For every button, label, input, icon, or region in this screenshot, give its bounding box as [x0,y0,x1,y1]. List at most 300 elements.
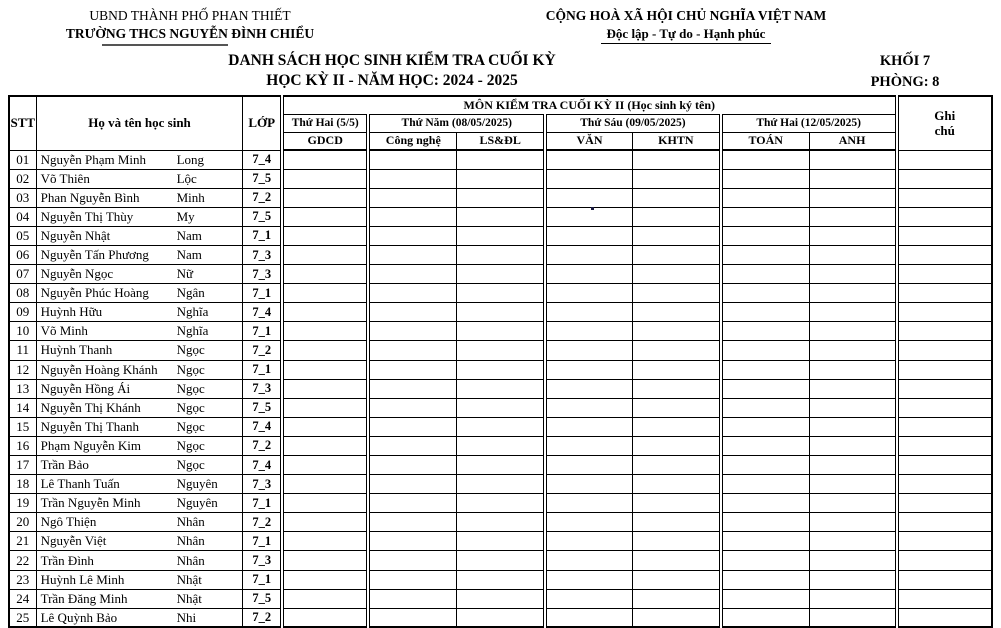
note-cell [897,551,992,570]
signature-cell-van [545,532,632,551]
signature-cell-toan [721,188,809,207]
subject-header-anh: ANH [809,132,896,150]
student-surname: Huỳnh Hữu [40,304,103,320]
table-row [9,150,992,169]
org-underline-rule [102,44,228,46]
signature-cell-cong-nghe [368,398,456,417]
subject-header-lsdl: LS&ĐL [457,132,545,150]
stray-ink-dot [591,207,594,210]
signature-cell-lsdl [457,436,545,455]
class-cell: 7_5 [243,398,282,417]
note-cell [897,322,992,341]
class-cell: 7_3 [243,551,282,570]
student-name-cell [36,417,243,436]
signature-cell-gdcd [282,245,368,264]
stt-cell: 04 [9,207,36,226]
stt-cell: 13 [9,379,36,398]
org-parent-name: UBND THÀNH PHỐ PHAN THIẾT [89,8,291,23]
signature-cell-van [545,150,632,169]
signature-cell-lsdl [457,532,545,551]
signature-cell-gdcd [282,608,368,627]
signature-cell-khtn [632,207,720,226]
signature-cell-cong-nghe [368,284,456,303]
signature-cell-anh [809,398,896,417]
signature-cell-toan [721,379,809,398]
signature-cell-van [545,494,632,513]
signature-cell-lsdl [457,150,545,169]
signature-cell-anh [809,513,896,532]
signature-cell-khtn [632,341,720,360]
student-surname: Lê Thanh Tuấn [40,476,120,492]
student-surname: Nguyễn Nhật [40,227,111,243]
signature-cell-anh [809,551,896,570]
student-given-name: Nhi [176,609,197,625]
note-cell [897,589,992,608]
stt-cell: 12 [9,360,36,379]
signature-cell-van [545,551,632,570]
stt-cell: 10 [9,322,36,341]
stt-cell: 01 [9,150,36,169]
student-given-name: Nguyên [176,476,218,492]
signature-cell-gdcd [282,379,368,398]
signature-cell-cong-nghe [368,150,456,169]
stt-cell: 24 [9,589,36,608]
signature-cell-toan [721,284,809,303]
stt-cell: 19 [9,494,36,513]
student-given-name: Nhân [176,552,205,568]
header-row-group [9,96,992,114]
student-given-name: Ngọc [176,418,205,434]
signature-cell-toan [721,265,809,284]
note-cell [897,398,992,417]
signature-cell-khtn [632,436,720,455]
signature-cell-khtn [632,150,720,169]
signature-cell-van [545,360,632,379]
day-header-thu-08-05: Thứ Năm (08/05/2025) [368,114,545,132]
signature-cell-lsdl [457,360,545,379]
student-given-name: Nữ [176,266,194,282]
student-name-cell [36,207,243,226]
class-cell: 7_2 [243,341,282,360]
signature-cell-gdcd [282,532,368,551]
signature-cell-anh [809,532,896,551]
note-cell [897,265,992,284]
student-name-cell [36,589,243,608]
signature-cell-khtn [632,608,720,627]
signature-cell-lsdl [457,322,545,341]
issuing-org-block [25,8,355,46]
signature-cell-lsdl [457,303,545,322]
signature-cell-cong-nghe [368,226,456,245]
student-name-cell [36,513,243,532]
note-cell [897,207,992,226]
signature-cell-van [545,475,632,494]
student-given-name: Nghĩa [176,304,209,320]
signature-cell-anh [809,570,896,589]
class-cell: 7_4 [243,417,282,436]
class-cell: 7_1 [243,284,282,303]
student-given-name: Ngọc [176,361,205,377]
signature-cell-lsdl [457,284,545,303]
signature-cell-toan [721,494,809,513]
student-surname: Nguyễn Phạm Minh [40,151,147,167]
signature-cell-gdcd [282,398,368,417]
note-cell [897,436,992,455]
signature-cell-anh [809,226,896,245]
signature-cell-van [545,398,632,417]
student-given-name: Nguyên [176,495,218,511]
signature-cell-khtn [632,417,720,436]
signature-cell-gdcd [282,265,368,284]
student-surname: Ngô Thiện [40,514,97,530]
student-surname: Huỳnh Thanh [40,342,113,358]
table-row [9,570,992,589]
table-row [9,494,992,513]
signature-cell-anh [809,608,896,627]
table-row [9,360,992,379]
signature-cell-cong-nghe [368,322,456,341]
class-cell: 7_4 [243,150,282,169]
student-surname: Võ Minh [40,323,88,339]
signature-cell-khtn [632,532,720,551]
signature-cell-anh [809,150,896,169]
signature-cell-gdcd [282,494,368,513]
student-given-name: Nhân [176,514,205,530]
student-given-name: Ngọc [176,399,205,415]
signature-cell-cong-nghe [368,207,456,226]
signature-cell-anh [809,341,896,360]
signature-cell-toan [721,226,809,245]
signature-cell-khtn [632,188,720,207]
table-row [9,188,992,207]
signature-cell-cong-nghe [368,456,456,475]
student-given-name: Lộc [176,170,197,186]
note-cell [897,226,992,245]
signature-cell-cong-nghe [368,188,456,207]
student-given-name: Nghĩa [176,323,209,339]
stt-cell: 07 [9,265,36,284]
class-cell: 7_3 [243,245,282,264]
signature-cell-van [545,608,632,627]
student-surname: Nguyễn Thị Thanh [40,418,140,434]
signature-cell-toan [721,245,809,264]
class-cell: 7_1 [243,226,282,245]
signature-cell-van [545,245,632,264]
student-name-cell [36,570,243,589]
signature-cell-lsdl [457,608,545,627]
note-cell [897,188,992,207]
class-cell: 7_1 [243,360,282,379]
document-title-line1: DANH SÁCH HỌC SINH KIỂM TRA CUỐI KỲ [228,52,556,69]
signature-cell-toan [721,360,809,379]
class-cell: 7_3 [243,379,282,398]
class-cell: 7_5 [243,169,282,188]
note-cell [897,284,992,303]
col-header-exam-group: MÔN KIỂM TRA CUỐI KỲ II (Học sinh ký tên) [282,96,896,114]
signature-cell-cong-nghe [368,379,456,398]
table-row [9,322,992,341]
signature-cell-anh [809,379,896,398]
signature-cell-khtn [632,589,720,608]
signature-cell-gdcd [282,226,368,245]
signature-cell-van [545,436,632,455]
student-given-name: Ngân [176,285,205,301]
table-row [9,532,992,551]
class-cell: 7_4 [243,303,282,322]
subject-header-van: VĂN [545,132,632,150]
note-cell [897,570,992,589]
signature-cell-lsdl [457,379,545,398]
signature-cell-gdcd [282,150,368,169]
signature-cell-anh [809,265,896,284]
signature-cell-cong-nghe [368,608,456,627]
stt-cell: 06 [9,245,36,264]
signature-cell-khtn [632,303,720,322]
student-surname: Nguyễn Hồng Ái [40,380,131,396]
class-cell: 7_3 [243,265,282,284]
table-row [9,589,992,608]
note-cell [897,513,992,532]
table-row [9,379,992,398]
student-surname: Phan Nguyễn Bình [40,189,140,205]
table-row [9,207,992,226]
student-name-cell [36,265,243,284]
signature-cell-van [545,379,632,398]
student-surname: Nguyễn Thị Thùy [40,208,134,224]
signature-cell-van [545,265,632,284]
student-name-cell [36,150,243,169]
student-surname: Nguyễn Tấn Phương [40,247,149,263]
stt-cell: 14 [9,398,36,417]
table-row [9,245,992,264]
student-given-name: Nhật [176,590,202,606]
col-header-stt: STT [9,96,36,150]
note-cell [897,475,992,494]
stt-cell: 18 [9,475,36,494]
document-title-line2: HỌC KỲ II - NĂM HỌC: 2024 - 2025 [266,72,518,89]
signature-cell-toan [721,551,809,570]
signature-cell-cong-nghe [368,169,456,188]
table-row [9,169,992,188]
signature-cell-anh [809,456,896,475]
signature-cell-gdcd [282,284,368,303]
note-cell [897,341,992,360]
note-cell [897,417,992,436]
signature-cell-anh [809,207,896,226]
table-row [9,475,992,494]
day-header-mon-5-5: Thứ Hai (5/5) [282,114,368,132]
signature-cell-gdcd [282,551,368,570]
signature-cell-anh [809,188,896,207]
student-name-cell [36,532,243,551]
stt-cell: 21 [9,532,36,551]
student-surname: Võ Thiên [40,170,90,186]
signature-cell-anh [809,245,896,264]
signature-cell-khtn [632,398,720,417]
signature-cell-khtn [632,551,720,570]
signature-cell-van [545,456,632,475]
signature-cell-van [545,226,632,245]
student-given-name: My [176,208,195,224]
signature-cell-anh [809,169,896,188]
signature-cell-toan [721,513,809,532]
col-header-note: Ghi chú [897,96,992,150]
note-cell [897,150,992,169]
national-motto: Độc lập - Tự do - Hạnh phúc [601,26,772,44]
note-cell [897,532,992,551]
student-given-name: Minh [176,189,205,205]
room-label: PHÒNG: 8 [870,74,940,90]
signature-cell-anh [809,284,896,303]
signature-cell-toan [721,532,809,551]
stt-cell: 17 [9,456,36,475]
class-cell: 7_1 [243,494,282,513]
signature-cell-khtn [632,513,720,532]
class-cell: 7_2 [243,188,282,207]
signature-cell-gdcd [282,589,368,608]
student-given-name: Nam [176,227,202,243]
day-header-mon-12-05: Thứ Hai (12/05/2025) [721,114,897,132]
signature-cell-van [545,207,632,226]
student-name-cell [36,436,243,455]
table-row [9,398,992,417]
stt-cell: 09 [9,303,36,322]
class-cell: 7_1 [243,570,282,589]
signature-cell-gdcd [282,188,368,207]
signature-cell-khtn [632,379,720,398]
signature-cell-cong-nghe [368,532,456,551]
table-row [9,551,992,570]
document-title [0,51,784,91]
signature-cell-gdcd [282,360,368,379]
student-surname: Huỳnh Lê Minh [40,571,125,587]
signature-cell-anh [809,475,896,494]
note-cell [897,456,992,475]
signature-cell-khtn [632,322,720,341]
signature-cell-cong-nghe [368,589,456,608]
student-name-cell [36,245,243,264]
signature-cell-lsdl [457,398,545,417]
student-given-name: Long [176,151,205,167]
signature-cell-anh [809,303,896,322]
signature-cell-toan [721,570,809,589]
signature-cell-gdcd [282,303,368,322]
table-row [9,456,992,475]
signature-cell-lsdl [457,475,545,494]
signature-cell-cong-nghe [368,494,456,513]
signature-cell-cong-nghe [368,570,456,589]
signature-cell-toan [721,436,809,455]
signature-cell-lsdl [457,265,545,284]
signature-cell-van [545,322,632,341]
stt-cell: 20 [9,513,36,532]
signature-cell-lsdl [457,188,545,207]
subject-header-khtn: KHTN [632,132,720,150]
class-cell: 7_2 [243,436,282,455]
signature-cell-cong-nghe [368,360,456,379]
signature-cell-khtn [632,226,720,245]
student-name-cell [36,494,243,513]
signature-cell-cong-nghe [368,513,456,532]
signature-cell-gdcd [282,341,368,360]
signature-cell-cong-nghe [368,245,456,264]
signature-cell-khtn [632,475,720,494]
signature-cell-toan [721,608,809,627]
signature-cell-van [545,169,632,188]
student-surname: Trần Đăng Minh [40,590,128,606]
signature-cell-lsdl [457,589,545,608]
signature-cell-gdcd [282,417,368,436]
stt-cell: 22 [9,551,36,570]
signature-cell-lsdl [457,551,545,570]
signature-cell-toan [721,322,809,341]
student-given-name: Nhật [176,571,202,587]
signature-cell-van [545,341,632,360]
student-name-cell [36,341,243,360]
student-rows [9,150,992,627]
table-row [9,265,992,284]
signature-cell-anh [809,360,896,379]
signature-cell-cong-nghe [368,303,456,322]
stt-cell: 03 [9,188,36,207]
signature-cell-toan [721,456,809,475]
stt-cell: 16 [9,436,36,455]
student-surname: Trần Đình [40,552,94,568]
table-row [9,226,992,245]
subject-header-toan: TOÁN [721,132,809,150]
signature-cell-anh [809,322,896,341]
note-cell [897,169,992,188]
signature-cell-lsdl [457,570,545,589]
note-cell [897,379,992,398]
stt-cell: 02 [9,169,36,188]
signature-cell-van [545,188,632,207]
note-cell [897,303,992,322]
signature-cell-cong-nghe [368,551,456,570]
signature-cell-toan [721,341,809,360]
signature-cell-toan [721,398,809,417]
stt-cell: 15 [9,417,36,436]
signature-cell-gdcd [282,207,368,226]
class-cell: 7_5 [243,589,282,608]
student-name-cell [36,169,243,188]
signature-cell-toan [721,475,809,494]
signature-cell-gdcd [282,436,368,455]
student-surname: Trần Nguyễn Minh [40,495,141,511]
signature-cell-lsdl [457,456,545,475]
note-cell [897,494,992,513]
student-given-name: Ngọc [176,342,205,358]
table-row [9,284,992,303]
stt-cell: 11 [9,341,36,360]
student-surname: Phạm Nguyễn Kim [40,437,141,453]
signature-cell-van [545,417,632,436]
signature-cell-van [545,303,632,322]
signature-cell-cong-nghe [368,475,456,494]
signature-cell-gdcd [282,513,368,532]
signature-cell-khtn [632,456,720,475]
signature-cell-anh [809,494,896,513]
signature-cell-khtn [632,494,720,513]
class-cell: 7_3 [243,475,282,494]
class-cell: 7_2 [243,513,282,532]
grade-label: KHỐI 7 [879,53,931,69]
signature-cell-anh [809,436,896,455]
student-surname: Nguyễn Phúc Hoàng [40,285,149,301]
table-row [9,608,992,627]
student-roster-table [8,95,993,628]
signature-cell-gdcd [282,322,368,341]
